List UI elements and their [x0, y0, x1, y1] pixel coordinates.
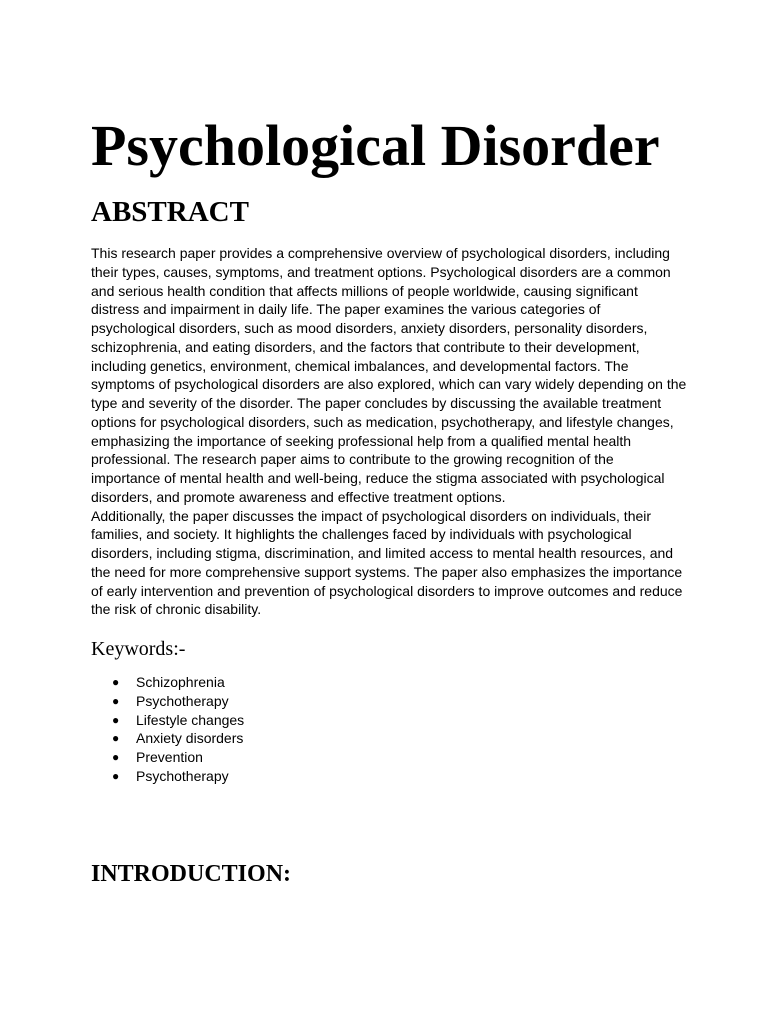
text-line: type and severity of the disorder. The paper concludes by discussing the available treatment [91, 395, 662, 411]
text-line: importance of mental health and well-being, reduce the stigma associated with psychological [91, 470, 665, 486]
keyword-item [91, 748, 244, 767]
keywords-list [91, 673, 244, 786]
abstract-paragraph-2 [91, 507, 691, 620]
text-line: disorders, and promote awareness and effective treatment options. [91, 488, 506, 505]
text-line: schizophrenia, and eating disorders, and the factors that contribute to their development, [91, 338, 640, 355]
keyword-item [91, 767, 244, 786]
abstract-paragraph-1 [91, 244, 691, 507]
text-line: and serious health condition that affects millions of people worldwide, causing significant [91, 282, 638, 299]
text-line: of early intervention and prevention of psychological disorders to improve outcomes and reduce [91, 582, 683, 599]
keyword-label: Prevention [136, 749, 203, 766]
text-line: symptoms of psychological disorders are also explored, which can vary widely depending on the [91, 376, 687, 393]
keyword-item [91, 673, 244, 692]
keyword-label: Psychotherapy [136, 767, 229, 784]
text-line: their types, causes, symptoms, and treatment options. Psychological disorders are a common [91, 263, 671, 280]
page-title: Psychological Disorder [91, 113, 660, 178]
keyword-label: Schizophrenia [136, 674, 225, 690]
text-line: distress and impairment in daily life. The paper examines the various categories of [91, 301, 601, 318]
bullet-icon: ● [112, 731, 120, 746]
abstract-body [91, 244, 691, 619]
text-line: including genetics, environment, chemical imbalances, and developmental factors. The [91, 357, 629, 374]
abstract-heading: ABSTRACT [91, 196, 249, 228]
keyword-item [91, 729, 244, 748]
text-line: Additionally, the paper discusses the impact of psychological disorders on individuals, their [91, 507, 652, 524]
text-line: emphasizing the importance of seeking professional help from a qualified mental health [91, 432, 632, 449]
bullet-icon: ● [112, 750, 120, 765]
keyword-item [91, 711, 244, 730]
text-line: the risk of chronic disability. [91, 601, 262, 618]
text-line: families, and society. It highlights the challenges faced by individuals with psychological [91, 526, 632, 543]
keyword-label: Lifestyle changes [136, 711, 245, 728]
keyword-item [91, 692, 244, 711]
keyword-label: Psychotherapy [136, 692, 229, 709]
text-line: the need for more comprehensive support systems. The paper also emphasizes the importance [91, 563, 683, 580]
introduction-heading: INTRODUCTION: [91, 861, 292, 887]
bullet-icon: ● [112, 675, 120, 689]
text-line: options for psychological disorders, such as medication, psychotherapy, and lifestyle changes, [91, 413, 674, 430]
keywords-heading: Keywords:- [91, 638, 186, 660]
bullet-icon: ● [112, 693, 120, 708]
text-line: This research paper provides a comprehensive overview of psychological disorders, including [91, 245, 670, 261]
text-line: disorders, including stigma, discrimination, and limited access to mental health resources, and [91, 545, 674, 561]
bullet-icon: ● [112, 712, 120, 727]
keyword-label: Anxiety disorders [136, 730, 244, 747]
bullet-icon: ● [112, 768, 120, 783]
text-line: professional. The research paper aims to contribute to the growing recognition of the [91, 451, 614, 468]
text-line: psychological disorders, such as mood disorders, anxiety disorders, personality disorders, [91, 320, 648, 336]
